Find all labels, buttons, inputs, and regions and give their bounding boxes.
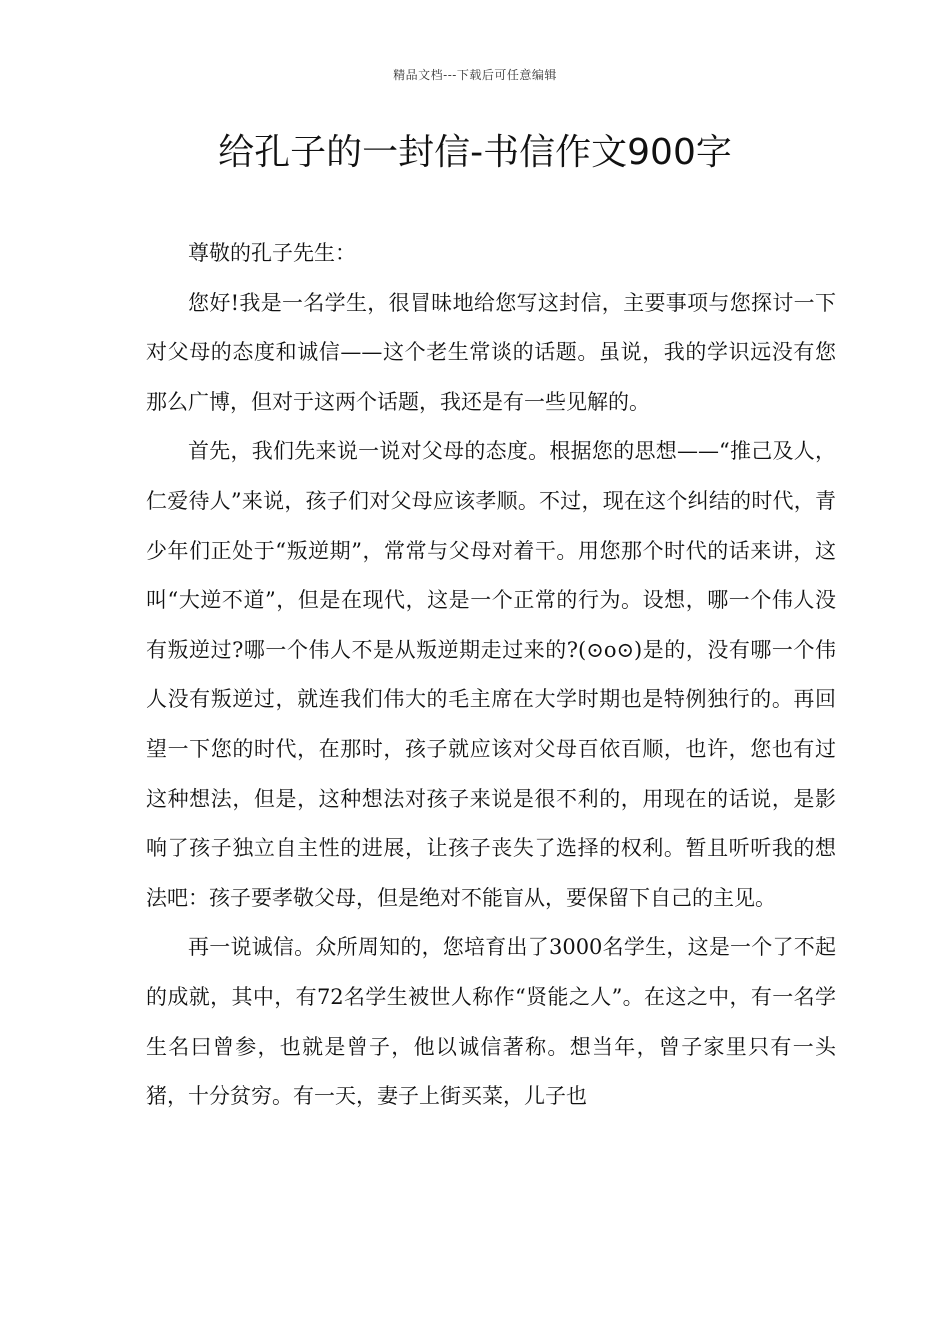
letter-body <box>146 229 836 1122</box>
body-paragraph: 您好!我是一名学生，很冒昧地给您写这封信，主要事项与您探讨一下对父母的态度和诚信——这个老生常谈的话题。虽说，我的学识远没有您那么广博，但对于这两个话题，我还是有一些见解的。 <box>146 290 836 414</box>
body-paragraph: 再一说诚信。众所周知的，您培育出了3000名学生，这是一个了不起的成就，其中，有72名学生被世人称作“贤能之人”。在这之中，有一名学生名曰曾参，也就是曾子，他以诚信著称。想当年，曾子家里只有一头猪，十分贫穷。有一天，妻子上街买菜，儿子也 <box>146 935 836 1109</box>
header-note: 精品文档---下载后可任意编辑 <box>393 68 557 82</box>
salutation-paragraph: 尊敬的孔子先生： <box>188 241 356 265</box>
document-title: 给孔子的一封信-书信作文900字 <box>218 132 732 173</box>
body-paragraph: 首先，我们先来说一说对父母的态度。根据您的思想——“推己及人，仁爱待人”来说，孩子们对父母应该孝顺。不过，现在这个纠结的时代，青少年们正处于“叛逆期”，常常与父母对着干。用您那个时代的话来讲，这叫“大逆不道”，但是在现代，这是一个正常的行为。设想，哪一个伟人没有叛逆过?哪一个伟人不是从叛逆期走过来的?(⊙o⊙)是的，没有哪一个伟人没有叛逆过，就连我们伟大的毛主席在大学时期也是特例独行的。再回望一下您的时代，在那时，孩子就应该对父母百依百顺，也许，您也有过这种想法，但是，这种想法对孩子来说是很不利的，用现在的话说，是影响了孩子独立自主性的进展，让孩子丧失了选择的权利。暂且听听我的想法吧：孩子要孝敬父母，但是绝对不能盲从，要保留下自己的主见。 <box>146 439 836 910</box>
